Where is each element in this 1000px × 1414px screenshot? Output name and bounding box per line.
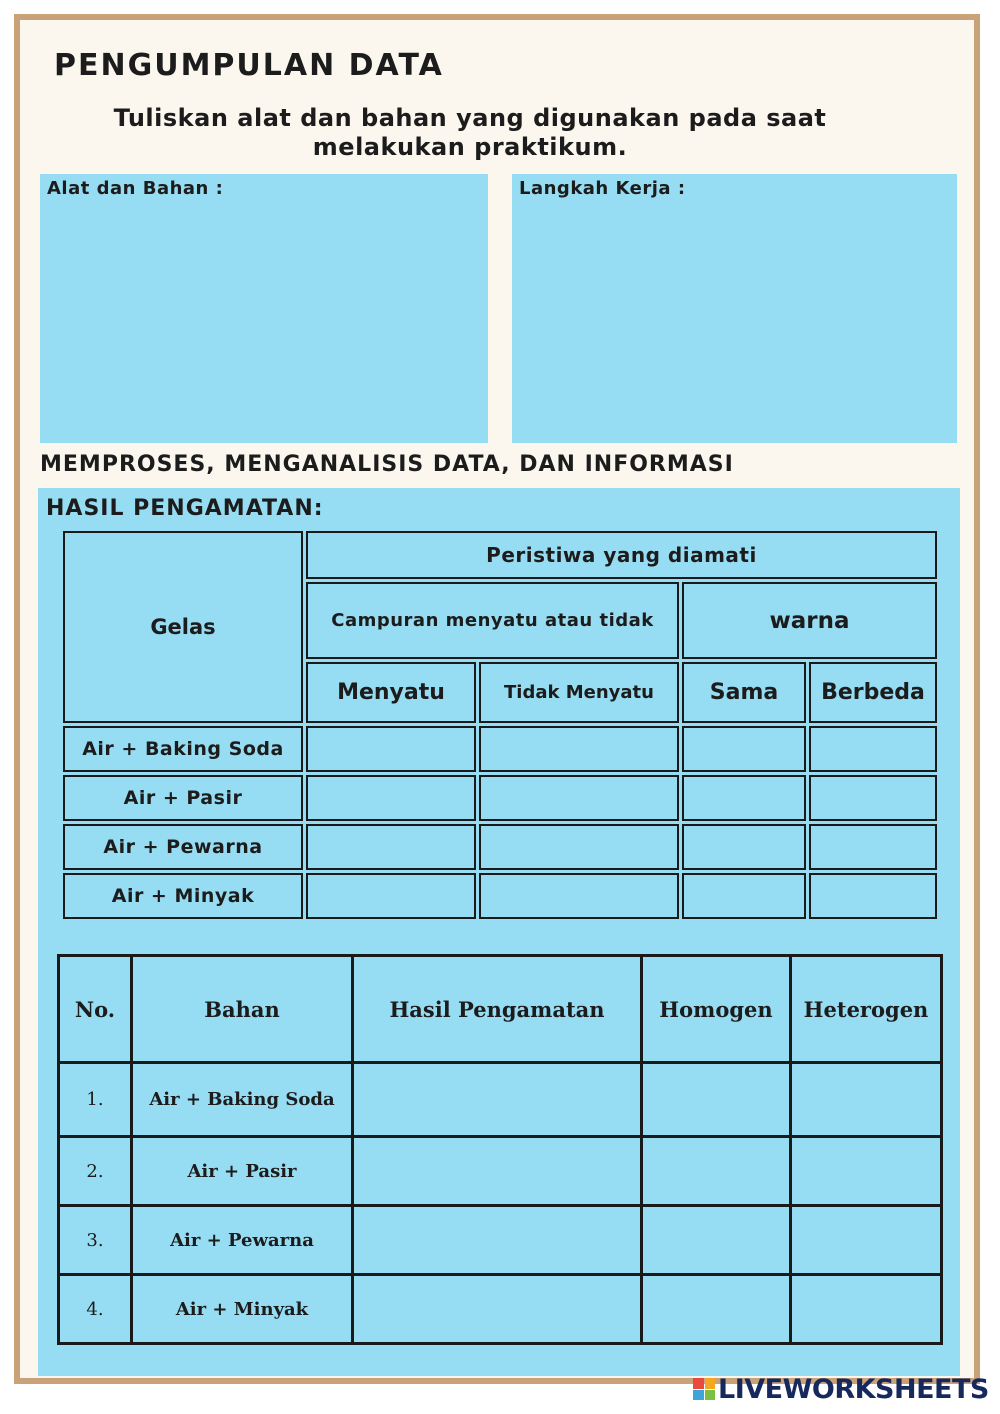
hasil-pengamatan-cell[interactable] bbox=[353, 1063, 642, 1137]
berbeda-cell[interactable] bbox=[809, 726, 937, 772]
table-row bbox=[59, 1137, 942, 1206]
row-number: 3. bbox=[59, 1206, 132, 1275]
menyatu-header: Menyatu bbox=[306, 662, 476, 723]
table-row bbox=[63, 873, 937, 919]
table-row bbox=[59, 1206, 942, 1275]
classification-table bbox=[57, 954, 943, 1345]
peristiwa-header: Peristiwa yang diamati bbox=[306, 531, 937, 579]
menyatu-cell[interactable] bbox=[306, 824, 476, 870]
tidak-menyatu-cell[interactable] bbox=[479, 824, 679, 870]
berbeda-cell[interactable] bbox=[809, 873, 937, 919]
gelas-header: Gelas bbox=[63, 531, 303, 723]
tidak-menyatu-cell[interactable] bbox=[479, 726, 679, 772]
liveworksheets-brand bbox=[693, 1372, 989, 1406]
menyatu-cell[interactable] bbox=[306, 726, 476, 772]
tidak-menyatu-cell[interactable] bbox=[479, 873, 679, 919]
section-title: MEMPROSES, MENGANALISIS DATA, DAN INFORMASI bbox=[40, 452, 734, 477]
langkah-kerja-input[interactable] bbox=[512, 174, 957, 443]
menyatu-cell[interactable] bbox=[306, 775, 476, 821]
row-label: Air + Pasir bbox=[63, 775, 303, 821]
heterogen-cell[interactable] bbox=[791, 1206, 942, 1275]
instruction-text: Tuliskan alat dan bahan yang digunakan pada saat melakukan praktikum. bbox=[113, 104, 827, 161]
table-row bbox=[59, 1275, 942, 1344]
liveworksheets-logo-icon bbox=[693, 1378, 715, 1400]
homogen-header: Homogen bbox=[642, 956, 791, 1063]
row-material: Air + Pasir bbox=[132, 1137, 353, 1206]
row-label: Air + Minyak bbox=[63, 873, 303, 919]
row-material: Air + Baking Soda bbox=[132, 1063, 353, 1137]
langkah-kerja-label: Langkah Kerja : bbox=[519, 178, 686, 199]
brand-text: LIVEWORKSHEETS bbox=[718, 1373, 989, 1405]
hasil-pengamatan-header: Hasil Pengamatan bbox=[353, 956, 642, 1063]
page-title: PENGUMPULAN DATA bbox=[54, 48, 444, 83]
berbeda-cell[interactable] bbox=[809, 775, 937, 821]
no-header: No. bbox=[59, 956, 132, 1063]
row-number: 4. bbox=[59, 1275, 132, 1344]
tidak-menyatu-cell[interactable] bbox=[479, 775, 679, 821]
homogen-cell[interactable] bbox=[642, 1063, 791, 1137]
row-number: 2. bbox=[59, 1137, 132, 1206]
heterogen-header: Heterogen bbox=[791, 956, 942, 1063]
berbeda-header: Berbeda bbox=[809, 662, 937, 723]
heterogen-cell[interactable] bbox=[791, 1137, 942, 1206]
homogen-cell[interactable] bbox=[642, 1206, 791, 1275]
sama-cell[interactable] bbox=[682, 775, 806, 821]
heterogen-cell[interactable] bbox=[791, 1063, 942, 1137]
row-label: Air + Pewarna bbox=[63, 824, 303, 870]
row-number: 1. bbox=[59, 1063, 132, 1137]
sama-cell[interactable] bbox=[682, 726, 806, 772]
sama-header: Sama bbox=[682, 662, 806, 723]
hasil-pengamatan-cell[interactable] bbox=[353, 1137, 642, 1206]
row-material: Air + Pewarna bbox=[132, 1206, 353, 1275]
hasil-pengamatan-cell[interactable] bbox=[353, 1275, 642, 1344]
berbeda-cell[interactable] bbox=[809, 824, 937, 870]
alat-bahan-input[interactable] bbox=[40, 174, 488, 443]
hasil-pengamatan-cell[interactable] bbox=[353, 1206, 642, 1275]
row-material: Air + Minyak bbox=[132, 1275, 353, 1344]
heterogen-cell[interactable] bbox=[791, 1275, 942, 1344]
table-row bbox=[63, 726, 937, 772]
table-row bbox=[63, 824, 937, 870]
observation-table bbox=[60, 528, 940, 922]
campuran-header: Campuran menyatu atau tidak bbox=[306, 582, 679, 659]
tidak-menyatu-header: Tidak Menyatu bbox=[479, 662, 679, 723]
sama-cell[interactable] bbox=[682, 824, 806, 870]
menyatu-cell[interactable] bbox=[306, 873, 476, 919]
warna-header: warna bbox=[682, 582, 937, 659]
table-row bbox=[63, 775, 937, 821]
sama-cell[interactable] bbox=[682, 873, 806, 919]
homogen-cell[interactable] bbox=[642, 1137, 791, 1206]
row-label: Air + Baking Soda bbox=[63, 726, 303, 772]
alat-bahan-label: Alat dan Bahan : bbox=[47, 178, 224, 199]
hasil-title: HASIL PENGAMATAN: bbox=[46, 496, 324, 521]
homogen-cell[interactable] bbox=[642, 1275, 791, 1344]
bahan-header: Bahan bbox=[132, 956, 353, 1063]
table-row bbox=[59, 1063, 942, 1137]
